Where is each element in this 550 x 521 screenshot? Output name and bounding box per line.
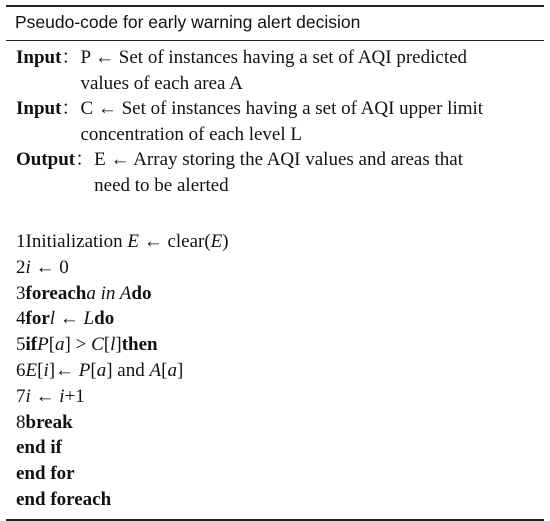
code-text: )	[222, 231, 229, 252]
code-var: a in A	[86, 282, 132, 304]
line-number: 6	[16, 359, 26, 381]
code-line-8	[16, 410, 540, 436]
code-var: a	[167, 359, 177, 381]
code-var: i	[59, 385, 65, 407]
code-var: L	[83, 308, 95, 330]
code-var: a	[55, 334, 65, 356]
code-keyword: foreach	[25, 282, 87, 304]
code-line-7	[16, 384, 540, 410]
code-text: ] >	[64, 334, 92, 356]
code-text: ←	[30, 385, 60, 407]
code-var: i	[25, 385, 31, 407]
code-keyword: do	[94, 308, 115, 330]
bottom-rule	[6, 519, 544, 521]
code-text: ←	[55, 308, 84, 330]
line-number: 7	[16, 385, 26, 407]
code-var: a	[96, 359, 107, 381]
code-line-1	[16, 229, 540, 255]
io-description	[80, 96, 540, 147]
line-number: 4	[16, 308, 26, 330]
code-line-5	[16, 332, 540, 358]
code-line-4	[16, 306, 540, 332]
code-text: Initialization	[25, 231, 128, 252]
line-number: 3	[16, 282, 26, 304]
io-line: need to be alerted	[94, 174, 229, 196]
code-var: E	[210, 231, 223, 252]
io-line: P ← Set of instances having a set of AQI predicted	[80, 47, 468, 68]
code-var: l	[49, 308, 56, 330]
line-number: 8	[16, 411, 26, 433]
io-section	[6, 41, 544, 198]
io-line: concentration of each level L	[80, 123, 302, 145]
code-keyword: break	[25, 411, 73, 433]
code-var: E	[25, 359, 38, 381]
code-line-end-if	[16, 435, 540, 461]
code-var: A	[149, 359, 162, 381]
code-var: E	[127, 231, 139, 252]
code-text: [	[161, 359, 168, 381]
code-text: +1	[64, 385, 85, 407]
algorithm-box	[6, 5, 544, 521]
io-separator: ：	[61, 98, 81, 119]
code-text: ]←	[48, 359, 79, 381]
code-var: l	[110, 334, 116, 356]
io-key: Input	[16, 98, 62, 119]
code-line-6	[16, 358, 540, 384]
code-text: [	[103, 334, 111, 356]
code-text: ← clear(	[138, 231, 211, 252]
io-line: values of each area A	[80, 72, 243, 94]
io-description	[94, 147, 540, 198]
code-var: i	[25, 256, 31, 278]
code-keyword: end if	[16, 437, 62, 459]
code-var: C	[91, 334, 104, 356]
code-block	[6, 198, 544, 513]
code-var: P	[78, 359, 91, 381]
code-keyword: then	[121, 334, 158, 356]
code-text: [	[37, 359, 44, 381]
code-var: i	[43, 359, 49, 381]
code-line-end-foreach	[16, 487, 540, 513]
code-text: [	[48, 334, 56, 356]
code-line-3	[16, 281, 540, 307]
io-line: C ← Set of instances having a set of AQI upper limit	[80, 98, 484, 119]
code-text: ← 0	[30, 256, 69, 278]
code-keyword: end for	[16, 463, 75, 485]
io-separator: ：	[61, 47, 81, 68]
line-number: 1	[16, 231, 26, 252]
code-text: [	[90, 359, 97, 381]
code-line-end-for	[16, 461, 540, 487]
io-line: E ← Array storing the AQI values and areas that	[94, 149, 463, 170]
code-keyword: if	[25, 334, 38, 356]
code-keyword: end foreach	[16, 488, 112, 510]
code-keyword: for	[25, 308, 50, 330]
io-key: Output	[16, 149, 76, 170]
line-number: 2	[16, 256, 26, 278]
io-description	[80, 45, 540, 96]
line-number: 5	[16, 334, 26, 356]
code-text: ]	[176, 359, 184, 381]
code-text: ]	[115, 334, 122, 356]
code-text: ] and	[106, 359, 150, 381]
code-var: P	[37, 334, 49, 356]
algorithm-caption: Pseudo-code for early warning alert decision	[15, 12, 361, 32]
code-keyword: do	[131, 282, 152, 304]
output-e-row	[16, 147, 540, 198]
input-p-row	[16, 45, 540, 96]
code-line-2	[16, 255, 540, 281]
input-c-row	[16, 96, 540, 147]
io-separator: ：	[75, 149, 95, 170]
io-key: Input	[16, 47, 62, 68]
